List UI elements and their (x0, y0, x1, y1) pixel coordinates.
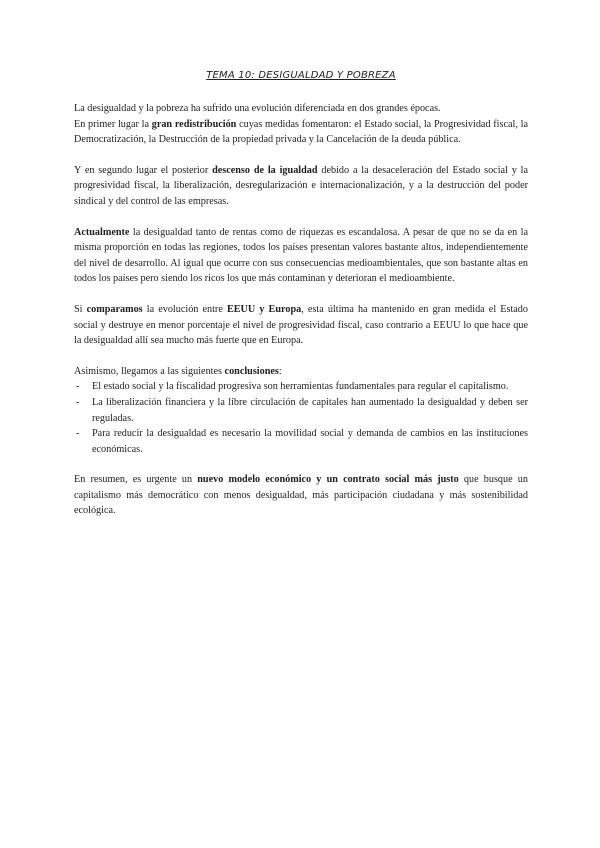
conclusions-text-end: : (278, 365, 282, 377)
summary-bold: nuevo modelo económico y un contrato social más justo (197, 474, 459, 486)
intro-text: La desigualdad y la pobreza ha sufrido una evolución diferenciada en dos grandes épocas. (74, 103, 441, 114)
second-period-text-end: debido a la desaceleración del Estado social y la progresividad fiscal, la liberalización, desregularización e internacionalización, y a la destrucción del poder sindical y del control de las empresas. (74, 164, 528, 207)
comparison-bold-verb: comparamos (86, 303, 143, 315)
comparison-text-end: , esta última ha mantenido en gran medida el Estado social y destruye en menor porcentaje el nivel de progresividad fiscal, caso contrario a EEUU lo que hace que la desigualdad allí sea mucho más fuerte que en Europa. (74, 303, 528, 347)
dash-bullet: - (76, 396, 80, 408)
document-title: TEMA 10: DESIGUALDAD Y POBREZA (206, 70, 396, 81)
second-period-bold: descenso de la igualdad (212, 164, 318, 176)
list-item (74, 426, 528, 457)
second-period-paragraph (74, 163, 528, 210)
summary-text-end: que busque un capitalismo más democrático con menos desigualdad, más participación ciudadana y más sostenibilidad ecológica. (74, 474, 528, 517)
first-period-text-end: cuyas medidas fomentaron: el Estado social, la Progresividad fiscal, la Democratización, la Destrucción de la propiedad privada y la Cancelación de la deuda pública. (74, 118, 528, 146)
intro-paragraph-line (74, 101, 528, 117)
dash-bullet: - (76, 428, 80, 440)
conclusions-text-start: Asimismo, llegamos a las siguientes (74, 365, 225, 377)
second-period-text-start: Y en segundo lugar el posterior (74, 164, 213, 176)
list-item-text: El estado social y la fiscalidad progresiva son herramientas fundamentales para regular el capitalismo. (92, 381, 509, 393)
first-period-paragraph (74, 117, 528, 148)
summary-text-start: En resumen, es urgente un (74, 474, 198, 486)
list-item (74, 379, 528, 395)
dash-bullet: - (76, 381, 80, 393)
list-item (74, 395, 528, 426)
conclusions-list (74, 379, 528, 457)
summary-paragraph (74, 472, 528, 519)
document-page (74, 70, 528, 519)
list-item-text: Para reducir la desigualdad es necesario la movilidad social y demanda de cambios en las instituciones económicas. (92, 428, 528, 455)
comparison-text-start: Si (74, 303, 87, 315)
current-situation-paragraph (74, 225, 528, 287)
current-situation-bold: Actualmente (74, 226, 130, 238)
conclusions-intro (74, 364, 528, 380)
list-item-text: La liberalización financiera y la libre circulación de capitales han aumentado la desigualdad y deben ser reguladas. (92, 396, 528, 424)
comparison-bold-regions: EEUU y Europa (226, 303, 302, 315)
conclusions-bold: conclusiones (224, 365, 279, 377)
first-period-bold: gran redistribución (151, 118, 237, 130)
comparison-text-mid: la evolución entre (142, 303, 227, 315)
comparison-paragraph (74, 302, 528, 349)
first-period-text-start: En primer lugar la (74, 118, 152, 130)
current-situation-text: la desigualdad tanto de rentas como de riquezas es escandalosa. A pesar de que no se da en la misma proporción en todas las regiones, todos los países presentan valores bastante altos, independientemente del nivel de desarrollo. Al igual que ocurre con sus consecuencias medioambientales, que son bastante altas en todos los países pero siendo los ricos los que más contaminan y deterioran el medioambiente. (74, 226, 528, 285)
